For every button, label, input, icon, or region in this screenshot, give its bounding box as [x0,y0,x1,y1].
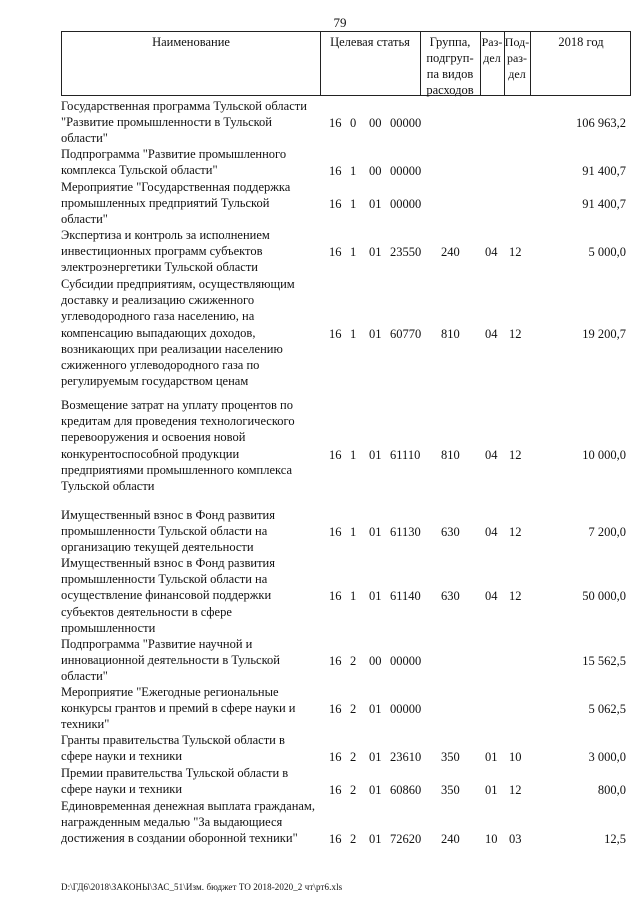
code-event: 00 [369,164,382,179]
code-program: 16 [329,589,342,604]
page-number: 79 [333,15,347,30]
code-direction: 23550 [390,245,422,260]
row-name: Субсидии предприятиям, осуществляющим доставку и реализацию сжиженного углеводородного газа населению, на компенсацию выпадающих доходов, возникающих при реализации населению сжиженного углеводородного газа по регулируемым государством ценам [61,277,295,389]
code-program: 16 [329,750,342,765]
code-program: 16 [329,447,342,462]
table-header [61,31,631,96]
code-subprogram: 1 [350,525,357,540]
table-row [61,146,631,179]
code-subprogram: 2 [350,783,357,798]
code-event: 01 [369,245,382,260]
amount-2018: 800,0 [597,783,626,798]
table-row [61,798,631,868]
table-row [61,227,631,276]
subsection-code: 12 [509,447,522,462]
code-program: 16 [329,164,342,179]
expense-group: 630 [441,589,460,604]
row-name: Государственная программа Тульской области "Развитие промышленности в Тульской области" [61,99,307,146]
header-section: Раз- дел [481,35,503,65]
header-group: Группа, подгруп- па видов расходов [426,35,474,97]
section-code: 04 [485,245,498,260]
expense-group: 630 [441,525,460,540]
subsection-code: 12 [509,783,522,798]
amount-2018: 106 963,2 [576,116,626,131]
code-direction: 00000 [390,702,422,717]
code-event: 00 [369,654,382,669]
code-direction: 61130 [390,525,421,540]
amount-2018: 12,5 [604,832,626,847]
section-code: 01 [485,750,498,765]
table-row [61,507,631,555]
code-direction: 61140 [390,589,421,604]
section-code: 01 [485,783,498,798]
amount-2018: 7 200,0 [588,525,626,540]
header-subsection: Под- раз- дел [504,35,530,81]
expense-group: 810 [441,447,460,462]
expense-group: 240 [441,832,460,847]
code-event: 01 [369,197,382,212]
header-name: Наименование [152,35,230,49]
table-row [61,732,631,765]
table-row [61,276,631,397]
code-direction: 60770 [390,326,422,341]
header-target-article: Целевая статья [330,35,410,49]
section-code: 04 [485,589,498,604]
code-subprogram: 2 [350,702,357,717]
amount-2018: 5 062,5 [588,702,626,717]
code-subprogram: 1 [350,245,357,260]
code-event: 01 [369,702,382,717]
code-event: 01 [369,832,382,847]
file-path-footer: D:\ГД6\2018\ЗАКОНЫ\ЗАС_51\Изм. бюджет ТО 2018-2020_2 чт\рт6.xls [61,882,343,892]
row-name: Возмещение затрат на уплату процентов по кредитам для проведения технологического перевооружения и освоения новой конкурентоспособной продукции предприятиями промышленного комплекса Тульской области [61,398,295,494]
code-program: 16 [329,832,342,847]
code-direction: 60860 [390,783,422,798]
expense-group: 240 [441,245,460,260]
row-name: Гранты правительства Тульской области в сфере науки и техники [61,733,285,764]
code-subprogram: 1 [350,589,357,604]
subsection-code: 03 [509,832,522,847]
code-direction: 61110 [390,447,421,462]
code-subprogram: 2 [350,832,357,847]
code-subprogram: 1 [350,197,357,212]
row-name: Подпрограмма "Развитие промышленного комплекса Тульской области" [61,147,287,178]
code-program: 16 [329,116,342,131]
row-name: Премии правительства Тульской области в сфере науки и техники [61,766,289,797]
amount-2018: 3 000,0 [588,750,626,765]
amount-2018: 15 562,5 [582,654,626,669]
code-subprogram: 1 [350,326,357,341]
code-direction: 00000 [390,116,422,131]
table-row [61,397,631,507]
table-row [61,684,631,732]
code-subprogram: 2 [350,654,357,669]
amount-2018: 5 000,0 [588,245,626,260]
section-code: 10 [485,832,498,847]
amount-2018: 91 400,7 [582,197,626,212]
header-year: 2018 год [558,35,604,49]
expense-group: 350 [441,750,460,765]
code-event: 01 [369,783,382,798]
table-row [61,765,631,798]
subsection-code: 12 [509,525,522,540]
code-direction: 72620 [390,832,422,847]
code-direction: 23610 [390,750,422,765]
amount-2018: 19 200,7 [582,326,626,341]
amount-2018: 10 000,0 [582,447,626,462]
row-name: Единовременная денежная выплата гражданам, награжденным медалью "За выдающиеся достижения в создании оборонной техники" [61,799,315,846]
code-event: 01 [369,326,382,341]
code-direction: 00000 [390,197,422,212]
subsection-code: 12 [509,245,522,260]
code-event: 01 [369,589,382,604]
subsection-code: 12 [509,326,522,341]
code-event: 01 [369,525,382,540]
code-program: 16 [329,525,342,540]
row-name: Имущественный взнос в Фонд развития промышленности Тульской области на организацию текущей деятельности [61,508,275,555]
code-program: 16 [329,654,342,669]
code-program: 16 [329,702,342,717]
row-name: Мероприятие "Ежегодные региональные конкурсы грантов и премий в сфере науки и техники" [61,685,296,732]
code-event: 01 [369,447,382,462]
table-row [61,179,631,227]
amount-2018: 91 400,7 [582,164,626,179]
code-subprogram: 2 [350,750,357,765]
subsection-code: 12 [509,589,522,604]
code-subprogram: 1 [350,164,357,179]
table-row [61,636,631,684]
section-code: 04 [485,525,498,540]
table-row [61,98,631,146]
code-direction: 00000 [390,654,422,669]
section-code: 04 [485,326,498,341]
row-name: Экспертиза и контроль за исполнением инвестиционных программ субъектов электроэнергетики Тульской области [61,228,270,275]
code-event: 01 [369,750,382,765]
code-program: 16 [329,197,342,212]
row-name: Подпрограмма "Развитие научной и инновационной деятельности в Тульской области" [61,637,280,684]
row-name: Мероприятие "Государственная поддержка промышленных предприятий Тульской области" [61,180,291,227]
section-code: 04 [485,447,498,462]
code-program: 16 [329,783,342,798]
code-subprogram: 1 [350,447,357,462]
code-event: 00 [369,116,382,131]
code-program: 16 [329,245,342,260]
table-row [61,555,631,636]
row-name: Имущественный взнос в Фонд развития промышленности Тульской области на осуществление финансовой поддержки субъектов деятельности в сфере промышленности [61,556,275,635]
code-program: 16 [329,326,342,341]
expense-group: 350 [441,783,460,798]
subsection-code: 10 [509,750,522,765]
expense-group: 810 [441,326,460,341]
code-direction: 00000 [390,164,422,179]
code-subprogram: 0 [350,116,357,131]
amount-2018: 50 000,0 [582,589,626,604]
